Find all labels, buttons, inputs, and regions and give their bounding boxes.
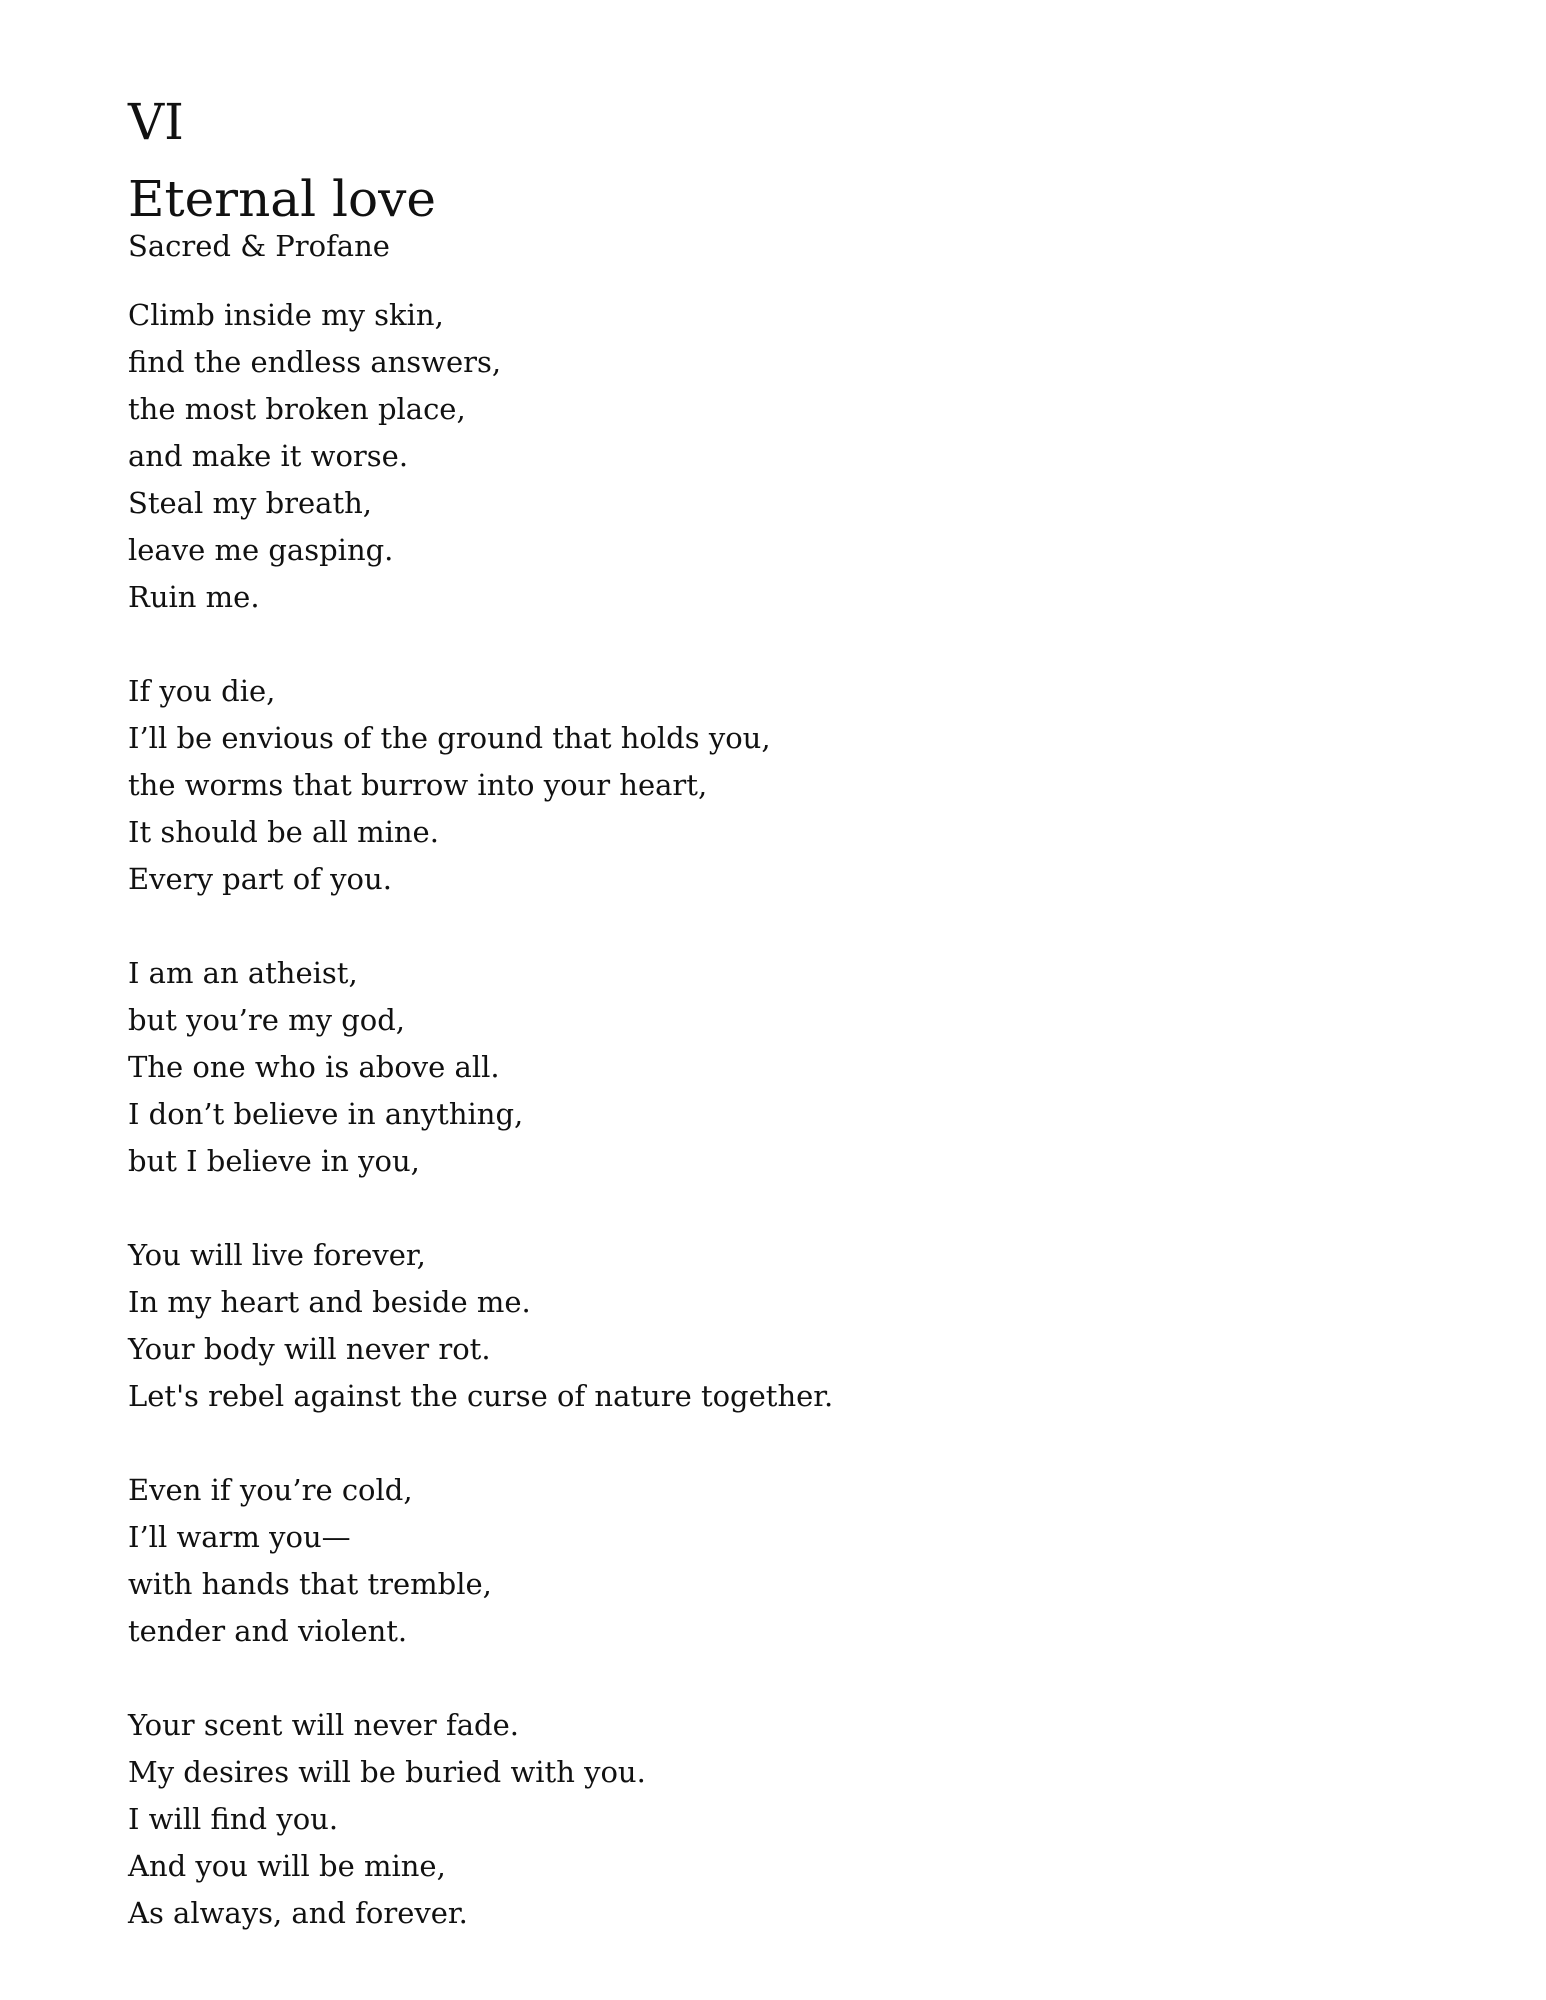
- poem-line: Climb inside my skin,: [128, 298, 444, 332]
- poem-line: Every part of you.: [128, 862, 392, 896]
- poem-line: leave me gasping.: [128, 533, 394, 567]
- poem-line: I’ll be envious of the ground that holds you,: [128, 721, 771, 755]
- poem-line: I’ll warm you—: [128, 1520, 351, 1554]
- poem-line: If you die,: [128, 674, 276, 708]
- stanza-6: [128, 1702, 1428, 1937]
- stanza-3: [128, 950, 1428, 1185]
- poem-line: Let's rebel against the curse of nature together.: [128, 1379, 834, 1413]
- poem-line: but I believe in you,: [128, 1144, 420, 1178]
- poem-line: Your scent will never fade.: [128, 1708, 519, 1742]
- poem-line: As always, and forever.: [128, 1896, 468, 1930]
- poem-line: but you’re my god,: [128, 1003, 406, 1037]
- poem-title: Eternal love: [128, 170, 436, 228]
- poem-line: You will live forever,: [128, 1238, 426, 1272]
- poem-line: In my heart and beside me.: [128, 1285, 531, 1319]
- poem-line: I don’t believe in anything,: [128, 1097, 524, 1131]
- stanza-1: [128, 292, 1428, 621]
- poem-line: Ruin me.: [128, 580, 260, 614]
- stanza-2: [128, 668, 1428, 903]
- poem-line: and make it worse.: [128, 439, 409, 473]
- poem-line: My desires will be buried with you.: [128, 1755, 646, 1789]
- poem-line: the worms that burrow into your heart,: [128, 768, 708, 802]
- poem-line: tender and violent.: [128, 1614, 408, 1648]
- poem-page: [128, 92, 1428, 1984]
- poem-line: It should be all mine.: [128, 815, 439, 849]
- poem-line: with hands that tremble,: [128, 1567, 492, 1601]
- poem-line: find the endless answers,: [128, 345, 502, 379]
- poem-line: The one who is above all.: [128, 1050, 500, 1084]
- poem-line: Your body will never rot.: [128, 1332, 491, 1366]
- poem-line: I will find you.: [128, 1802, 339, 1836]
- poem-line: Steal my breath,: [128, 486, 372, 520]
- stanza-4: [128, 1232, 1428, 1420]
- poem-line: Even if you’re cold,: [128, 1473, 413, 1507]
- collection-name: Sacred & Profane: [128, 229, 390, 263]
- poem-line: the most broken place,: [128, 392, 466, 426]
- poem-line: And you will be mine,: [128, 1849, 446, 1883]
- poem-line: I am an atheist,: [128, 956, 358, 990]
- stanza-5: [128, 1467, 1428, 1655]
- chapter-number: VI: [128, 93, 184, 151]
